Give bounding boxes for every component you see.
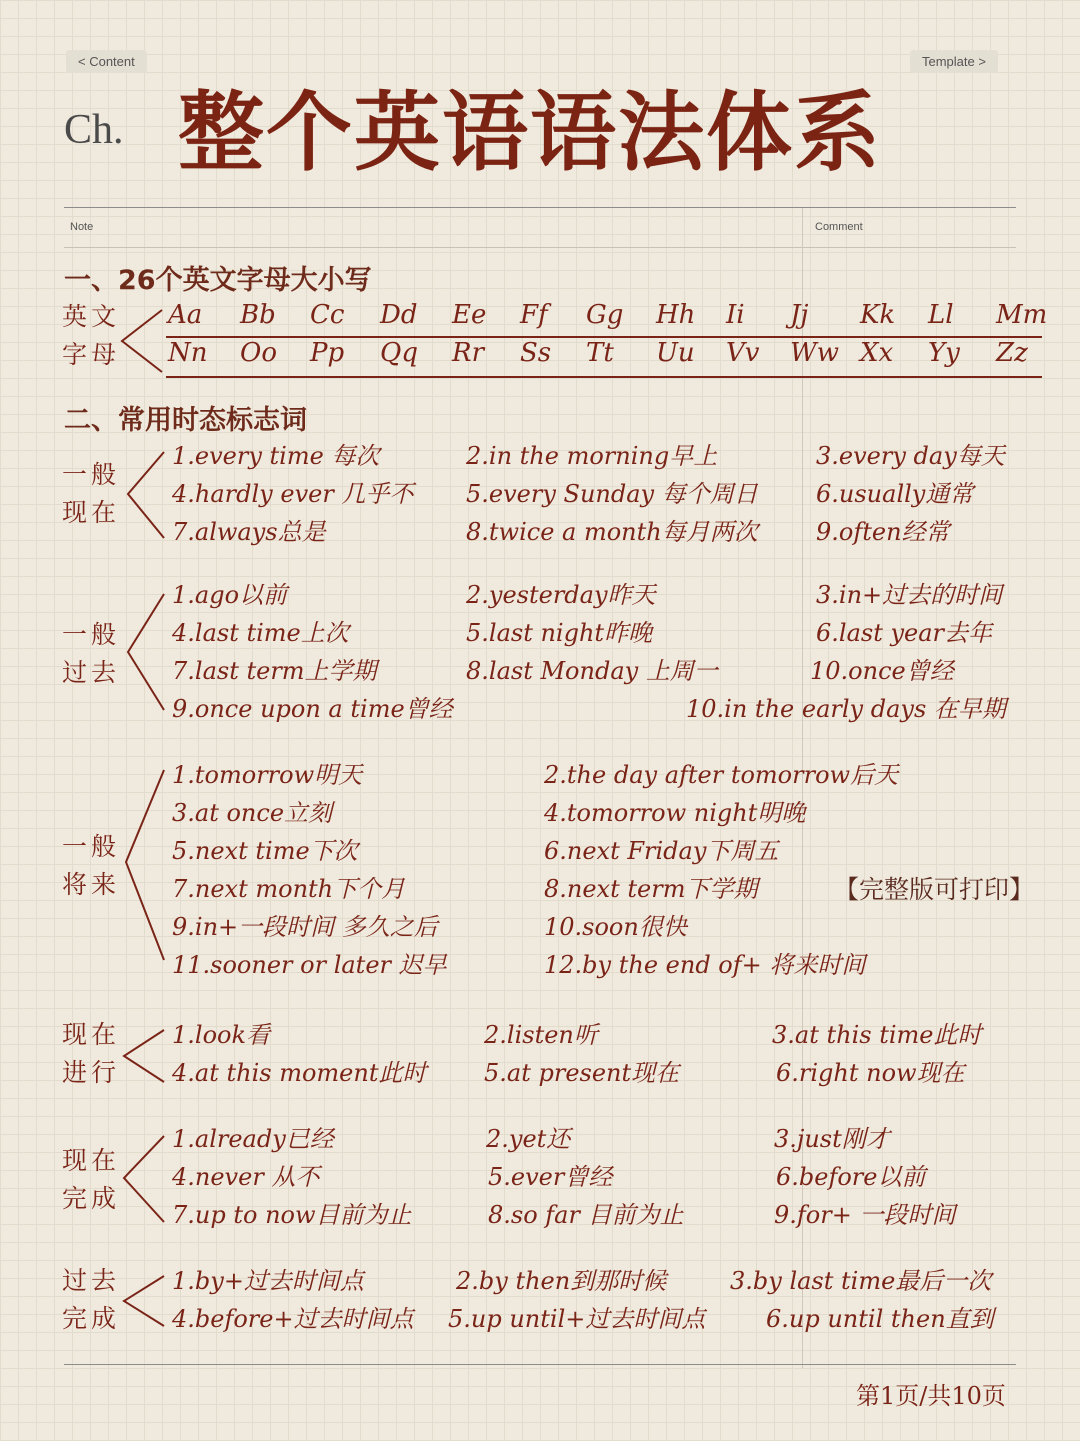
letter-pair: Aa — [168, 300, 203, 330]
simple-future-item: 8.next term下学期 — [544, 875, 758, 903]
alphabet-bracket — [118, 306, 166, 376]
present-perfect-item: 1.already已经 — [172, 1125, 334, 1153]
past-perfect-item: 6.up until then直到 — [766, 1305, 994, 1333]
present-continuous-item: 4.at this moment此时 — [172, 1059, 427, 1087]
side-label-line: 过去 — [61, 658, 120, 687]
simple-past-item: 4.last time上次 — [172, 619, 349, 647]
letter-pair: Jj — [790, 300, 809, 330]
letter-pair: Kk — [860, 300, 896, 330]
letter-pair: Qq — [380, 338, 418, 368]
letter-pair: Vv — [726, 338, 760, 368]
side-label-line: 过去 — [61, 1266, 120, 1295]
present-continuous-item: 5.at present现在 — [484, 1059, 680, 1087]
header-divider — [64, 207, 1016, 208]
footer-divider — [64, 1364, 1016, 1365]
simple-present-item: 1.every time 每次 — [172, 442, 380, 470]
simple-present-item: 5.every Sunday 每个周日 — [466, 480, 758, 508]
present-perfect-bracket — [120, 1132, 168, 1226]
note-column-label: Note — [70, 221, 94, 233]
simple-past-item: 1.ago以前 — [172, 581, 288, 609]
letter-pair: Zz — [996, 338, 1028, 368]
side-label-line: 现在 — [61, 1020, 120, 1049]
alphabet-side-label — [56, 298, 126, 374]
simple-future-item: 10.soon很快 — [544, 913, 687, 941]
simple-future-item: 5.next time下次 — [172, 837, 358, 865]
simple-present-item: 9.often经常 — [816, 518, 950, 546]
side-label-line: 英文 — [61, 302, 120, 331]
side-label-line: 字母 — [61, 340, 120, 369]
side-label-line: 完成 — [61, 1184, 120, 1213]
simple-past-item: 8.last Monday 上周一 — [466, 657, 718, 685]
letter-pair: Hh — [656, 300, 696, 330]
past-perfect-item: 1.by+过去时间点 — [172, 1267, 364, 1295]
simple-future-item: 1.tomorrow明天 — [172, 761, 363, 789]
present-perfect-item: 5.ever曾经 — [488, 1163, 613, 1191]
present-perfect-item: 8.so far 目前为止 — [488, 1201, 684, 1229]
present-perfect-item: 3.just刚才 — [774, 1125, 890, 1153]
print-version-note: 【完整版可打印】 — [834, 875, 1035, 904]
page-indicator: 第1页/共10页 — [856, 1382, 1006, 1410]
simple-present-bracket — [124, 446, 168, 546]
present-continuous-item: 2.listen听 — [484, 1021, 598, 1049]
simple-past-item: 3.in+过去的时间 — [816, 581, 1003, 609]
tenses-heading: 二、常用时态标志词 — [64, 405, 307, 436]
simple-future-item: 2.the day after tomorrow后天 — [544, 761, 899, 789]
simple-present-item: 4.hardly ever 几乎不 — [172, 480, 414, 508]
next-template-button[interactable]: Template > — [910, 50, 998, 73]
simple-past-item: 10.once曾经 — [810, 657, 954, 685]
simple-past-item: 10.in the early days 在早期 — [686, 695, 1006, 723]
present-perfect-side-label — [56, 1142, 126, 1218]
letter-pair: Nn — [168, 338, 208, 368]
side-label-line: 一般 — [61, 460, 120, 489]
letter-pair: Dd — [380, 300, 418, 330]
letter-pair: Ss — [520, 338, 552, 368]
page-title: 整个英语语法体系 — [178, 83, 882, 183]
alphabet-heading: 一、26个英文字母大小写 — [64, 265, 372, 296]
letter-pair: Tt — [586, 338, 614, 368]
simple-past-item: 2.yesterday昨天 — [466, 581, 656, 609]
letter-pair: Yy — [928, 338, 960, 368]
side-label-line: 一般 — [61, 832, 120, 861]
present-perfect-item: 2.yet还 — [486, 1125, 571, 1153]
present-continuous-item: 6.right now现在 — [776, 1059, 965, 1087]
column-divider — [64, 247, 1016, 248]
present-perfect-item: 4.never 从不 — [172, 1163, 320, 1191]
simple-future-item: 3.at once立刻 — [172, 799, 333, 827]
side-label-line: 将来 — [61, 870, 120, 899]
simple-present-side-label — [56, 456, 126, 532]
letter-pair: Bb — [240, 300, 276, 330]
letter-pair: Ww — [790, 338, 839, 368]
past-perfect-item: 4.before+过去时间点 — [172, 1305, 414, 1333]
past-perfect-item: 3.by last time最后一次 — [730, 1267, 992, 1295]
side-label-line: 现在 — [61, 1146, 120, 1175]
simple-past-side-label — [56, 616, 126, 692]
simple-past-item: 7.last term上学期 — [172, 657, 377, 685]
present-continuous-bracket — [120, 1026, 168, 1086]
present-perfect-item: 9.for+ 一段时间 — [774, 1201, 956, 1229]
simple-past-bracket — [124, 590, 168, 714]
simple-future-item: 11.sooner or later 迟早 — [172, 951, 447, 979]
simple-present-item: 8.twice a month每月两次 — [466, 518, 758, 546]
present-continuous-item: 1.look看 — [172, 1021, 271, 1049]
letter-pair: Ll — [928, 300, 954, 330]
comment-column-label: Comment — [815, 221, 863, 233]
past-perfect-side-label — [56, 1262, 126, 1338]
letter-pair: Oo — [240, 338, 277, 368]
letter-pair: Ii — [726, 300, 745, 330]
side-label-line: 现在 — [61, 498, 120, 527]
simple-future-item: 9.in+一段时间 多久之后 — [172, 913, 438, 941]
past-perfect-bracket — [120, 1272, 168, 1330]
simple-past-item: 9.once upon a time曾经 — [172, 695, 453, 723]
letter-pair: Xx — [860, 338, 894, 368]
simple-future-item: 4.tomorrow night明晚 — [544, 799, 806, 827]
present-perfect-item: 7.up to now目前为止 — [172, 1201, 412, 1229]
prev-content-button[interactable]: < Content — [66, 50, 147, 73]
letter-pair: Uu — [656, 338, 695, 368]
simple-past-item: 5.last night昨晚 — [466, 619, 653, 647]
simple-present-item: 2.in the morning早上 — [466, 442, 718, 470]
simple-present-item: 7.always总是 — [172, 518, 326, 546]
chapter-label: Ch. — [64, 107, 124, 153]
present-continuous-side-label — [56, 1016, 126, 1092]
letter-pair: Cc — [310, 300, 345, 330]
alphabet-underline — [166, 376, 1042, 378]
past-perfect-item: 2.by then到那时候 — [456, 1267, 667, 1295]
letter-pair: Ee — [452, 300, 487, 330]
simple-future-item: 6.next Friday下周五 — [544, 837, 779, 865]
side-label-line: 一般 — [61, 620, 120, 649]
simple-future-item: 12.by the end of+ 将来时间 — [544, 951, 866, 979]
alphabet-row-upper — [168, 296, 1048, 336]
present-perfect-item: 6.before以前 — [776, 1163, 926, 1191]
side-label-line: 完成 — [61, 1304, 120, 1333]
past-perfect-item: 5.up until+过去时间点 — [448, 1305, 706, 1333]
letter-pair: Mm — [996, 300, 1048, 330]
present-continuous-item: 3.at this time此时 — [772, 1021, 982, 1049]
letter-pair: Rr — [452, 338, 485, 368]
alphabet-row-lower — [168, 334, 1044, 374]
side-label-line: 进行 — [61, 1058, 120, 1087]
letter-pair: Ff — [520, 300, 548, 330]
simple-future-item: 7.next month下个月 — [172, 875, 406, 903]
simple-future-side-label — [56, 828, 126, 904]
simple-future-bracket — [120, 766, 168, 966]
simple-present-item: 3.every day每天 — [816, 442, 1005, 470]
simple-present-item: 6.usually通常 — [816, 480, 974, 508]
letter-pair: Gg — [586, 300, 624, 330]
letter-pair: Pp — [310, 338, 345, 368]
simple-past-item: 6.last year去年 — [816, 619, 993, 647]
